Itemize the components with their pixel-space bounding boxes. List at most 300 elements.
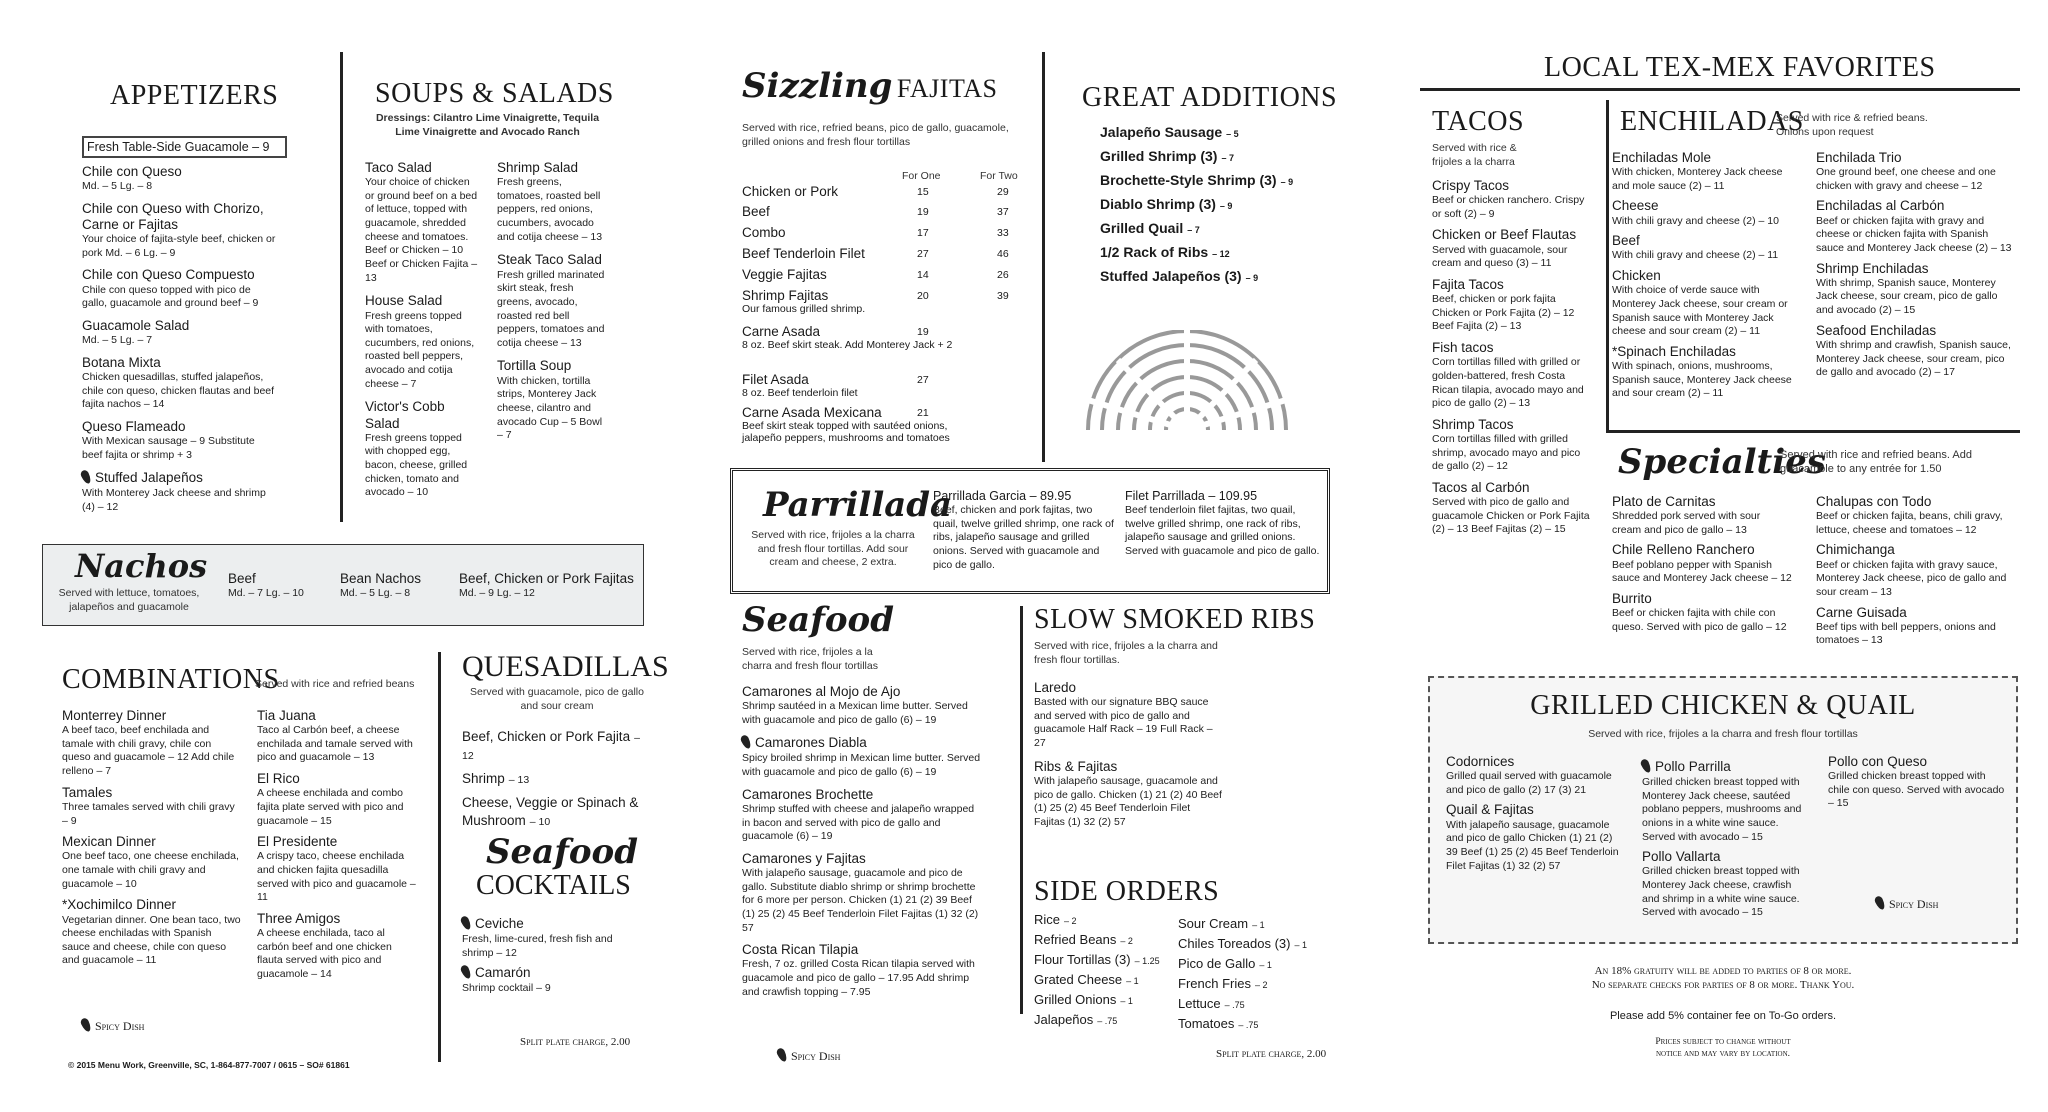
menu-item-name: Crispy Tacos	[1432, 178, 1510, 193]
divider	[1020, 606, 1023, 1014]
side-order-item	[1178, 1016, 1307, 1031]
tacos-title: TACOS	[1432, 106, 1525, 137]
menu-item-name: Pollo con Queso	[1828, 754, 1928, 769]
menu-item	[62, 834, 242, 891]
combinations-title: COMBINATIONS	[62, 664, 280, 695]
fajita-price-two: 26	[997, 269, 1009, 281]
menu-item-desc: With chili gravy and cheese (2) – 11	[1612, 249, 1779, 262]
menu-item-desc: Grilled chicken breast topped with Monterey Jack cheese, crawfish and shrimp in a white wine sauce. Served with avocado – 15	[1642, 865, 1800, 919]
menu-item	[462, 770, 647, 788]
addition-item	[1100, 172, 1293, 188]
addition-name: Grilled Shrimp (3)	[1100, 148, 1218, 164]
menu-item-name: Camarones Brochette	[742, 786, 874, 802]
menu-item	[462, 915, 622, 960]
addition-price: – 7	[1221, 153, 1234, 163]
soups-right-col	[497, 160, 607, 451]
specialties-rule	[1606, 430, 2020, 433]
fajita-price-one: 17	[917, 227, 929, 239]
menu-item-name: Cheese, Veggie or Spinach & Mushroom	[462, 795, 639, 828]
menu-item	[1034, 680, 1224, 751]
menu-item-desc: Grilled quail served with guacamole and pico de gallo (2) 17 (3) 21	[1446, 770, 1612, 796]
menu-item	[462, 794, 647, 830]
container-fee-note: Please add 5% container fee on To-Go orders.	[1609, 1010, 1837, 1022]
seafood-list	[742, 684, 982, 1006]
side-order-price: – 1	[1259, 960, 1272, 970]
prices-line-1: Prices subject to change without	[1655, 1037, 1791, 1047]
menu-item-name: Beef, Chicken or Pork Fajita	[462, 729, 631, 744]
menu-item-desc: With jalapeño sausage, guacamole and pico de gallo. Substitute diablo shrimp or shrimp brochette for 6 more per person. Chicken (1) 21 (2) 39 Beef (1) 25 (2) 45 Beef Tenderloin Filet Fajitas (1) 32 (2) 57	[742, 867, 979, 934]
addition-name: Brochette-Style Shrimp (3)	[1100, 172, 1277, 188]
side-order-item	[1034, 1012, 1160, 1027]
fajita-name: Combo	[742, 225, 786, 240]
specialties-left-col	[1612, 494, 1792, 639]
grilled-sub: Served with rice, frijoles a la charra and fresh flour tortillas	[1588, 728, 1858, 740]
menu-item-name: Carne Guisada	[1816, 604, 1907, 620]
side-order-item	[1178, 976, 1307, 991]
cocktails-script: Seafood	[486, 832, 638, 872]
menu-item	[1612, 494, 1792, 537]
menu-item	[742, 787, 982, 844]
menu-item	[1034, 759, 1224, 830]
menu-item	[1446, 754, 1621, 797]
side-order-name: Rice	[1034, 912, 1061, 927]
menu-item	[82, 164, 277, 194]
menu-item-name: Camarones y Fajitas	[742, 850, 866, 866]
specialties-title: Specialties	[1618, 442, 1826, 482]
tacos-list	[1432, 178, 1592, 543]
menu-item	[497, 252, 607, 350]
menu-item	[1816, 261, 2016, 318]
nachos-fajitas-price: Md. – 9 Lg. – 12	[459, 587, 535, 600]
menu-item-name: *Spinach Enchiladas	[1612, 343, 1736, 359]
menu-item	[497, 160, 607, 244]
fajitas-table	[742, 184, 1042, 454]
specialties-sub: Served with rice and refried beans. Add guacamole to any entrée for 1.50	[1780, 449, 1973, 476]
side-order-price: – .75	[1238, 1020, 1259, 1030]
side-order-price: – 1	[1294, 940, 1307, 950]
appetizers-title: APPETIZERS	[110, 80, 279, 111]
menu-item-name: El Presidente	[257, 834, 338, 850]
fajita-price-two: 29	[997, 186, 1009, 198]
fajita-name: Filet Asada	[742, 372, 809, 387]
parrillada-garcia	[933, 489, 1118, 572]
menu-item-desc: Md. – 5 Lg. – 8	[82, 180, 153, 193]
fajita-row	[742, 405, 1042, 444]
quesadillas-sub: Served with guacamole, pico de gallo and sour cream	[470, 686, 644, 712]
fajita-row	[742, 288, 1042, 315]
gratuity-line-1: An 18% gratuity will be added to parties of 8 or more.	[1594, 965, 1852, 977]
side-order-name: Pico de Gallo	[1178, 956, 1256, 971]
fajita-row	[742, 246, 1042, 261]
menu-item-name: Chimichanga	[1816, 542, 1895, 558]
side-order-price: – 2	[1064, 916, 1077, 926]
menu-item-desc: With chili gravy and cheese (2) – 10	[1612, 214, 1779, 227]
cocktails-title: COCKTAILS	[476, 870, 631, 901]
menu-item-desc: A cheese enchilada, taco al carbón beef and one chicken flauta served with pico and guacamole – 14	[257, 927, 392, 981]
menu-item-name: Taco Salad	[365, 160, 432, 175]
addition-item	[1100, 244, 1293, 260]
menu-item-name: Mexican Dinner	[62, 834, 156, 850]
spicy-legend-1	[82, 1018, 144, 1034]
nachos-fajitas	[459, 571, 634, 601]
menu-item-desc: Served with pico de gallo and guacamole Chicken or Pork Fajita (2) – 13 Beef Fajitas (2) – 15	[1432, 496, 1590, 536]
menu-item-price: – 10	[529, 816, 551, 828]
divider	[340, 52, 343, 522]
menu-item	[257, 708, 417, 765]
menu-item-desc: Grilled chicken breast topped with chile con queso. Served with avocado – 15	[1828, 770, 2005, 810]
fajita-price-two: 37	[997, 206, 1009, 218]
quesadillas-title: QUESADILLAS	[462, 650, 669, 683]
menu-item	[82, 201, 277, 261]
menu-item	[1612, 198, 1797, 228]
fajita-desc: Our famous grilled shrimp.	[742, 303, 866, 315]
guacamole-box: Fresh Table-Side Guacamole – 9	[82, 136, 287, 158]
menu-item-desc: Your choice of fajita-style beef, chicken or pork Md. – 6 Lg. – 9	[82, 233, 276, 259]
menu-item-name: Pollo Vallarta	[1642, 849, 1721, 865]
fajita-name: Chicken or Pork	[742, 184, 839, 199]
menu-item-desc: With chicken, Monterey Jack cheese and mole sauce (2) – 11	[1612, 166, 1783, 192]
menu-item	[1432, 480, 1592, 537]
sides-title: SIDE ORDERS	[1034, 876, 1220, 907]
soups-left-col	[365, 160, 480, 508]
addition-item	[1100, 268, 1293, 284]
menu-item-name: Ceviche	[475, 916, 524, 931]
menu-item-name: Enchiladas al Carbón	[1816, 198, 1945, 214]
menu-item	[365, 293, 480, 391]
side-order-name: Flour Tortillas (3)	[1034, 952, 1131, 967]
menu-item	[1828, 754, 2008, 811]
menu-item	[62, 708, 242, 779]
menu-item	[1612, 591, 1792, 634]
grilled-title: GRILLED CHICKEN & QUAIL	[1530, 690, 1916, 721]
gratuity-line-2: No separate checks for parties of 8 or more. Thank You.	[1591, 979, 1855, 992]
menu-item-name: Seafood Enchiladas	[1816, 322, 1937, 338]
fajita-price-two: 33	[997, 227, 1009, 239]
side-order-price: – 2	[1120, 936, 1133, 946]
pepper-icon	[1873, 895, 1886, 911]
split-charge-2: Split plate charge, 2.00	[1216, 1048, 1327, 1060]
menu-item-desc: Chicken quesadillas, stuffed jalapeños, chile con queso, chicken flautas and beef fajita nachos – 14	[82, 370, 275, 411]
addition-item	[1100, 148, 1293, 164]
side-order-name: Tomatoes	[1178, 1016, 1235, 1031]
menu-item-name: Plato de Carnitas	[1612, 494, 1716, 509]
fajitas-sub: Served with rice, refried beans, pico de gallo, guacamole, grilled onions and fresh flour tortillas	[742, 122, 1009, 148]
nachos-box	[42, 544, 644, 626]
menu-item-desc: With Monterey Jack cheese and shrimp (4) – 12	[82, 487, 266, 513]
menu-item-desc: One ground beef, one cheese and one chicken with gravy and cheese – 12	[1816, 166, 1996, 192]
menu-item	[1816, 605, 2016, 648]
menu-item	[1612, 233, 1797, 263]
grilled-col1	[1446, 754, 1621, 878]
parrillada-garcia-desc: Beef, chicken and pork fajitas, two quail, twelve grilled shrimp, one rack of ribs, jalapeño sausage and grilled onions. Served with guacamole and pico de gallo.	[933, 504, 1114, 571]
menu-item-name: Queso Flameado	[82, 418, 186, 434]
fajitas-script: Sizzling	[742, 66, 893, 106]
side-order-price: – 2	[1254, 980, 1268, 990]
menu-item-desc: Shrimp stuffed with cheese and jalapeño wrapped in bacon and served with pico de gallo and guacamole (6) – 19	[742, 802, 975, 843]
menu-item-name: Pollo Parrilla	[1655, 759, 1731, 774]
menu-item-name: Costa Rican Tilapia	[742, 942, 859, 958]
fajita-price-one: 19	[917, 206, 929, 218]
menu-item-desc: With shrimp, Spanish sauce, Monterey Jack cheese, sour cream, pico de gallo and avocado (2) – 15	[1816, 276, 1998, 317]
tacos-sub: Served with rice & frijoles a la charra	[1432, 142, 1517, 168]
menu-item-desc: Corn tortillas filled with grilled or golden-battered, fresh Costa Rican tilapia, avocado mayo and pico de gallo (2) – 13	[1432, 356, 1584, 410]
side-order-name: Refried Beans	[1034, 932, 1117, 947]
menu-item-desc: Beef or chicken fajita with gravy and cheese or chicken fajita with Spanish sauce and Monterey Jack cheese (2) – 13	[1816, 214, 2012, 254]
enchiladas-title: ENCHILADAS	[1620, 106, 1804, 137]
menu-item	[1446, 802, 1621, 873]
menu-item-name: Camarones al Mojo de Ajo	[742, 684, 901, 699]
menu-item-desc: Fresh greens topped with chopped egg, bacon, cheese, grilled chicken, tomato and avocado – 10	[365, 431, 468, 499]
menu-item-name: Stuffed Jalapeños	[95, 470, 203, 486]
menu-item-desc: Taco al Carbón beef, a cheese enchilada and tamale served with pico and guacamole – 13	[257, 724, 413, 764]
side-order-price: – 1	[1126, 976, 1139, 986]
menu-item	[365, 160, 480, 285]
nachos-sub: Served with lettuce, tomatoes, jalapeños and guacamole	[58, 587, 200, 613]
fajitas-heading	[742, 66, 998, 106]
menu-item	[742, 684, 982, 727]
menu-item	[257, 771, 417, 828]
menu-item	[62, 785, 242, 828]
fajita-desc: 8 oz. Beef tenderloin filet	[742, 387, 858, 399]
side-order-name: Lettuce	[1178, 996, 1221, 1011]
menu-item-desc: Beef poblano pepper with Spanish sauce and Monterey Jack cheese – 12	[1612, 558, 1792, 585]
favorites-rule	[1420, 88, 2020, 91]
menu-item-name: Shrimp Salad	[497, 160, 579, 175]
parrillada-filet-desc: Beef tenderloin filet fajitas, two quail, twelve grilled shrimp, one rack of ribs, jalapeño sausage and grilled onions. Served with guacamole and pico de gallo.	[1125, 504, 1320, 557]
side-order-price: – .75	[1097, 1016, 1118, 1026]
menu-item-name: Chicken or Beef Flautas	[1432, 227, 1577, 243]
appetizers-list	[82, 164, 277, 522]
soups-dressings: Dressings: Cilantro Lime Vinaigrette, Tequila Lime Vinaigrette and Avocado Ranch	[375, 112, 600, 138]
menu-item-name: Chicken	[1612, 268, 1661, 284]
pepper-icon	[79, 469, 92, 485]
spicy-legend-label: Spicy Dish	[1889, 897, 1939, 911]
menu-item-desc: Beef or chicken ranchero. Crispy or soft (2) – 9	[1432, 194, 1585, 220]
menu-item-desc: Fresh, 7 oz. grilled Costa Rican tilapia served with guacamole and pico de gallo – 17.95 Add shrimp and crawfish topping – 7.95	[742, 958, 975, 998]
menu-item	[742, 942, 982, 999]
menu-item-desc: Three tamales served with chili gravy – 9	[62, 800, 235, 827]
fajita-row	[742, 184, 1042, 199]
menu-item-desc: Fresh grilled marinated skirt steak, fresh greens, avocado, roasted red bell peppers, tomatoes and cotija cheese – 13	[497, 268, 605, 349]
menu-item	[497, 358, 607, 442]
cocktails-list	[462, 915, 622, 1000]
menu-item-name: Chile con Queso with Chorizo, Carne or Fajitas	[82, 200, 264, 233]
side-order-price: – 1	[1252, 920, 1265, 930]
side-order-item	[1034, 952, 1160, 967]
parrillada-title: Parrillada	[763, 485, 953, 525]
soups-title: SOUPS & SALADS	[375, 78, 614, 109]
fajita-row	[742, 204, 1042, 219]
addition-price: – 12	[1212, 249, 1230, 259]
parrillada-filet	[1125, 489, 1320, 559]
menu-item	[82, 318, 277, 348]
additions-list	[1100, 124, 1293, 292]
menu-item-name: Chile con Queso	[82, 164, 182, 179]
menu-item	[1816, 323, 2016, 380]
ribs-title: SLOW SMOKED RIBS	[1034, 604, 1316, 635]
nachos-bean-name: Bean Nachos	[340, 571, 422, 586]
seafood-sub: Served with rice, frijoles a la charra and fresh flour tortillas	[742, 646, 878, 672]
addition-price: – 9	[1280, 177, 1294, 187]
menu-item-desc: Shrimp cocktail – 9	[462, 982, 551, 995]
fajita-desc: Beef skirt steak topped with sautéed onions, jalapeño peppers, mushrooms and tomatoes	[742, 420, 950, 444]
combinations-sub: Served with rice and refried beans	[255, 678, 415, 690]
menu-item-desc: A cheese enchilada and combo fajita plate served with pico and guacamole – 15	[257, 787, 404, 827]
menu-item-desc: Fresh, lime-cured, fresh fish and shrimp – 12	[462, 933, 613, 959]
menu-item-name: Ribs & Fajitas	[1034, 758, 1118, 774]
side-order-name: Grated Cheese	[1034, 972, 1123, 987]
divider	[1042, 52, 1045, 462]
menu-item	[1432, 277, 1592, 334]
spicy-legend-label: Spicy Dish	[791, 1049, 841, 1063]
menu-item-desc: Beef or chicken fajita with chile con queso. Served with pico de gallo – 12	[1612, 607, 1787, 633]
gratuity-note	[1428, 964, 2018, 993]
menu-item	[1612, 542, 1792, 585]
menu-item-desc: Beef or chicken fajita, beans, chili gravy, lettuce, cheese and tomatoes – 12	[1816, 510, 2003, 536]
nachos-beef	[228, 571, 304, 601]
side-order-name: Jalapeños	[1034, 1012, 1094, 1027]
menu-item-desc: With spinach, onions, mushrooms, Spanish sauce, Monterey Jack cheese and sour cream (2) – 11	[1612, 360, 1792, 400]
menu-item-name: Steak Taco Salad	[497, 252, 602, 268]
menu-item-desc: With chicken, tortilla strips, Monterey Jack cheese, cilantro and avocado Cup – 5 Bowl – 7	[497, 374, 603, 442]
menu-item-desc: Fresh greens, tomatoes, roasted bell peppers, red onions, cucumbers, avocado and cotija cheese – 13	[497, 176, 603, 243]
side-order-price: – 1	[1120, 996, 1133, 1006]
menu-item-name: Beef	[1612, 233, 1640, 249]
side-order-name: French Fries	[1178, 976, 1251, 991]
aztec-sun-ornament	[1078, 330, 1296, 430]
side-order-item	[1034, 972, 1160, 987]
menu-item	[742, 734, 982, 779]
spicy-legend-2	[778, 1048, 840, 1064]
menu-item	[1432, 417, 1592, 474]
pepper-icon	[459, 915, 472, 931]
fajita-name: Shrimp Fajitas	[742, 288, 829, 303]
additions-title: GREAT ADDITIONS	[1082, 82, 1338, 113]
parrillada-box	[730, 468, 1330, 594]
menu-item-name: Tamales	[62, 784, 113, 800]
quesadillas-list	[462, 728, 647, 836]
menu-item-name: Tia Juana	[257, 708, 316, 723]
menu-item-name: *Xochimilco Dinner	[62, 897, 177, 913]
menu-item-name: Enchilada Trio	[1816, 150, 1902, 165]
pepper-icon	[1639, 758, 1652, 774]
divider	[438, 652, 441, 1062]
sides-left-col	[1034, 912, 1160, 1032]
ribs-sub: Served with rice, frijoles a la charra and fresh flour tortillas.	[1034, 640, 1218, 666]
menu-item-name: Codornices	[1446, 754, 1515, 769]
parrillada-sub: Served with rice, frijoles a la charra and fresh flour tortillas. Add sour cream and cheese, 2 extra.	[751, 529, 915, 569]
menu-item	[1816, 150, 2016, 193]
fajita-price-two: 46	[997, 248, 1009, 260]
menu-item-name: Guacamole Salad	[82, 317, 190, 333]
menu-item-desc: Md. – 5 Lg. – 7	[82, 334, 153, 347]
addition-name: 1/2 Rack of Ribs	[1100, 244, 1209, 260]
side-order-price: – 1.25	[1134, 956, 1160, 966]
menu-item	[1432, 178, 1592, 221]
addition-price: – 9	[1245, 273, 1259, 283]
menu-item	[82, 419, 277, 462]
menu-item-desc: Beef, chicken or pork fajita Chicken or Pork Fajita (2) – 12 Beef Fajita (2) – 13	[1432, 293, 1575, 333]
menu-item-desc: With choice of verde sauce with Monterey Jack cheese, sour cream or Spanish sauce with Monterey Jack cheese and sour cream (2) – 11	[1612, 284, 1788, 338]
menu-item-desc: Shrimp sautéed in a Mexican lime butter. Served with guacamole and pico de gallo (6) – 19	[742, 700, 968, 726]
ribs-list	[1034, 680, 1224, 838]
fajita-row	[742, 225, 1042, 240]
menu-item-name: Fish tacos	[1432, 340, 1494, 356]
menu-item-name: Monterrey Dinner	[62, 708, 167, 723]
enchiladas-left-col	[1612, 150, 1797, 406]
menu-item-name: Burrito	[1612, 590, 1652, 606]
fajita-name: Carne Asada	[742, 324, 821, 339]
fajita-name: Beef	[742, 204, 770, 219]
addition-price: – 5	[1226, 129, 1239, 139]
specialties-right-col	[1816, 494, 2016, 653]
fajita-name: Carne Asada Mexicana	[742, 405, 882, 420]
fajitas-for-one: For One	[902, 170, 941, 182]
menu-item-desc: Corn tortillas filled with grilled shrimp, avocado mayo and pico de gallo (2) – 12	[1432, 432, 1581, 473]
side-order-item	[1178, 916, 1307, 931]
side-order-item	[1178, 996, 1307, 1011]
side-order-item	[1034, 932, 1160, 947]
menu-item-name: Quail & Fajitas	[1446, 802, 1534, 818]
menu-item-price: – 13	[508, 774, 530, 786]
fajita-price-one: 20	[917, 290, 929, 302]
side-order-price: – .75	[1224, 1000, 1245, 1010]
menu-item	[257, 911, 417, 982]
grilled-col3	[1828, 754, 2008, 816]
menu-item-name: Chalupas con Todo	[1816, 494, 1932, 509]
menu-item	[365, 399, 480, 500]
menu-item	[1612, 268, 1797, 339]
prices-line-2: notice and may vary by location.	[1655, 1049, 1791, 1060]
menu-item-name: Victor's Cobb Salad	[365, 399, 445, 431]
menu-item-name: Camarones Diabla	[755, 735, 867, 751]
menu-item-name: Enchiladas Mole	[1612, 150, 1712, 165]
nachos-beef-name: Beef	[228, 571, 256, 586]
addition-price: – 7	[1187, 225, 1200, 235]
addition-item	[1100, 124, 1293, 140]
menu-item	[257, 834, 417, 905]
divider	[1606, 100, 1609, 430]
pepper-icon	[739, 734, 752, 750]
fajita-price-one: 21	[917, 407, 929, 419]
side-order-item	[1034, 912, 1160, 927]
menu-item-desc: Served with guacamole, sour cream and queso (3) – 11	[1432, 243, 1568, 270]
menu-item	[82, 355, 277, 412]
menu-item	[1816, 494, 2016, 537]
menu-item-price: – 12	[462, 732, 640, 762]
menu-item-desc: Beef tips with bell peppers, onions and tomatoes – 13	[1816, 620, 1996, 647]
menu-item-desc: Shredded pork served with sour cream and pico de gallo – 13	[1612, 510, 1761, 536]
menu-item-name: Camarón	[475, 965, 531, 981]
menu-item	[1612, 150, 1797, 193]
menu-item	[1642, 758, 1807, 844]
menu-item	[62, 897, 242, 968]
menu-item-desc: Spicy broiled shrimp in Mexican lime butter. Served with guacamole and pico de gallo (6) – 19	[742, 752, 981, 779]
fajita-price-one: 14	[917, 269, 929, 281]
menu-item-desc: Vegetarian dinner. One bean taco, two cheese enchiladas with Spanish sauce and cheese, chile con queso and guacamole – 11	[62, 913, 241, 967]
parrillada-garcia-name: Parrillada Garcia – 89.95	[933, 489, 1072, 503]
enchiladas-right-col	[1816, 150, 2016, 385]
menu-item-desc: With Mexican sausage – 9 Substitute beef fajita or shrimp + 3	[82, 435, 255, 461]
menu-item-name: Chile con Queso Compuesto	[82, 267, 255, 283]
copyright: © 2015 Menu Work, Greenville, SC, 1-864-877-7007 / 0615 – SO# 61861	[68, 1060, 350, 1070]
menu-item-name: Cheese	[1612, 198, 1659, 214]
menu-item	[1612, 344, 1797, 401]
enchiladas-sub: Served with rice & refried beans. Onions upon request	[1776, 112, 1928, 138]
menu-item	[1816, 198, 2016, 255]
menu-item-name: Shrimp Tacos	[1432, 416, 1514, 432]
side-order-name: Sour Cream	[1178, 916, 1249, 931]
